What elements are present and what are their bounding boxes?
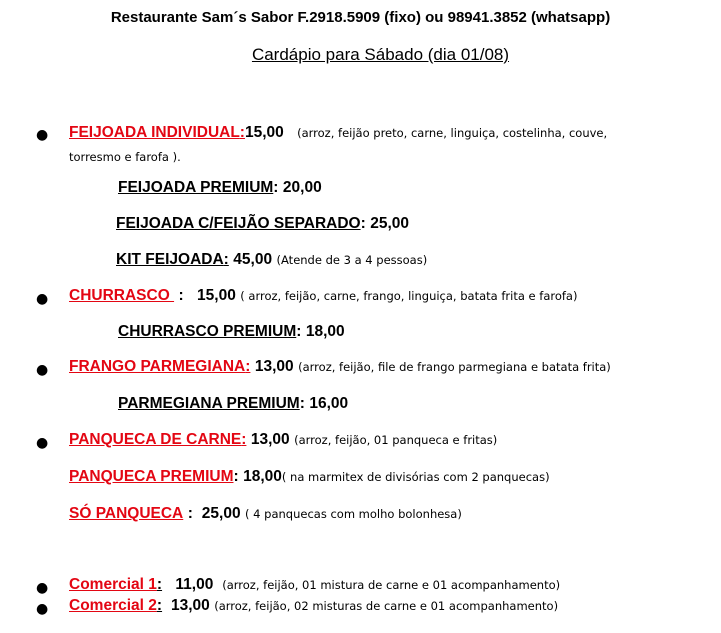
item-price: 13,00 (250, 431, 290, 448)
menu-item-kit-feijoada (116, 251, 427, 269)
item-name: FEIJOADA C/FEIJÃO SEPARADO (116, 215, 361, 232)
item-price: 16,00 (309, 395, 349, 412)
item-description: (arroz, feijão preto, carne, linguiça, costelinha, couve, (297, 126, 608, 140)
item-separator: : (223, 251, 229, 268)
item-price: 13,00 (170, 597, 210, 614)
item-description: (Atende de 3 a 4 pessoas) (276, 253, 428, 267)
item-separator: : (273, 179, 279, 196)
restaurant-header: Restaurante Sam´s Sabor F.2918.5909 (fixo) ou 98941.3852 (whatsapp) (110, 9, 611, 26)
item-name: FEIJOADA INDIVIDUAL (69, 124, 240, 141)
item-price: 15,00 (197, 287, 236, 304)
menu-item-panqueca-carne (69, 431, 497, 449)
item-separator: : (296, 323, 302, 340)
item-name: PANQUECA PREMIUM (69, 468, 234, 485)
bullet-icon: ● (36, 435, 49, 451)
item-description: (arroz, feijão, 01 panqueca e fritas) (294, 433, 498, 447)
item-separator: : (360, 215, 366, 232)
bullet-icon: ● (36, 291, 49, 307)
item-price: 18,00 (305, 323, 345, 340)
item-description-continued: torresmo e farofa ). (69, 150, 181, 164)
menu-item-churrasco (69, 287, 577, 305)
item-name: Comercial 2 (69, 597, 157, 614)
item-description: ( arroz, feijão, carne, frango, linguiça, batata frita e farofa) (240, 289, 578, 303)
item-description: ( na marmitex de divisórias com 2 panquecas) (281, 470, 550, 484)
bullet-icon: ● (36, 580, 49, 596)
item-price: 18,00 (243, 468, 282, 485)
item-separator: : (239, 124, 245, 141)
item-separator: : (156, 576, 163, 593)
menu-item-comercial-1 (69, 576, 560, 594)
item-separator: : (178, 287, 184, 304)
menu-item-churrasco-premium (118, 323, 345, 341)
item-separator: : (187, 505, 193, 522)
item-price: 25,00 (370, 215, 410, 232)
bullet-icon: ● (36, 127, 49, 143)
item-description: ( 4 panquecas com molho bolonhesa) (245, 507, 462, 521)
item-separator: : (299, 395, 305, 412)
item-name: PARMEGIANA PREMIUM (118, 395, 300, 412)
item-price: 13,00 (254, 358, 294, 375)
item-name: FRANGO PARMEGIANA (69, 358, 246, 375)
item-price: 11,00 (175, 576, 214, 593)
item-name: PANQUECA DE CARNE (69, 431, 242, 448)
menu-item-feijoada-individual (69, 124, 607, 142)
item-separator: : (233, 468, 239, 485)
item-description: (arroz, feijão, file de frango parmegiana e batata frita) (298, 360, 611, 374)
item-price: 45,00 (233, 251, 273, 268)
menu-item-frango-parmegiana (69, 358, 611, 376)
item-name: CHURRASCO (69, 287, 175, 304)
item-name: Comercial 1 (69, 576, 157, 593)
item-price: 20,00 (282, 179, 322, 196)
item-description: (arroz, feijão, 02 misturas de carne e 01 acompanhamento) (214, 599, 559, 613)
menu-item-feijoada-separado (116, 215, 409, 233)
item-separator: : (156, 597, 163, 614)
item-name: CHURRASCO PREMIUM (118, 323, 297, 340)
item-separator: : (245, 358, 251, 375)
menu-item-parmegiana-premium (118, 395, 348, 413)
item-name: KIT FEIJOADA (116, 251, 224, 268)
item-price: 15,00 (244, 124, 284, 141)
menu-date-title: Cardápio para Sábado (dia 01/08) (251, 45, 510, 64)
item-price: 25,00 (201, 505, 241, 522)
item-description: (arroz, feijão, 01 mistura de carne e 01 acompanhamento) (222, 578, 561, 592)
bullet-icon: ● (36, 362, 49, 378)
menu-item-comercial-2 (69, 597, 558, 615)
menu-item-feijoada-premium (118, 179, 322, 197)
menu-item-so-panqueca (69, 505, 462, 523)
bullet-icon: ● (36, 601, 49, 617)
menu-item-panqueca-premium (69, 468, 550, 486)
item-name: FEIJOADA PREMIUM (118, 179, 274, 196)
item-name: SÓ PANQUECA (69, 505, 184, 522)
item-separator: : (241, 431, 247, 448)
